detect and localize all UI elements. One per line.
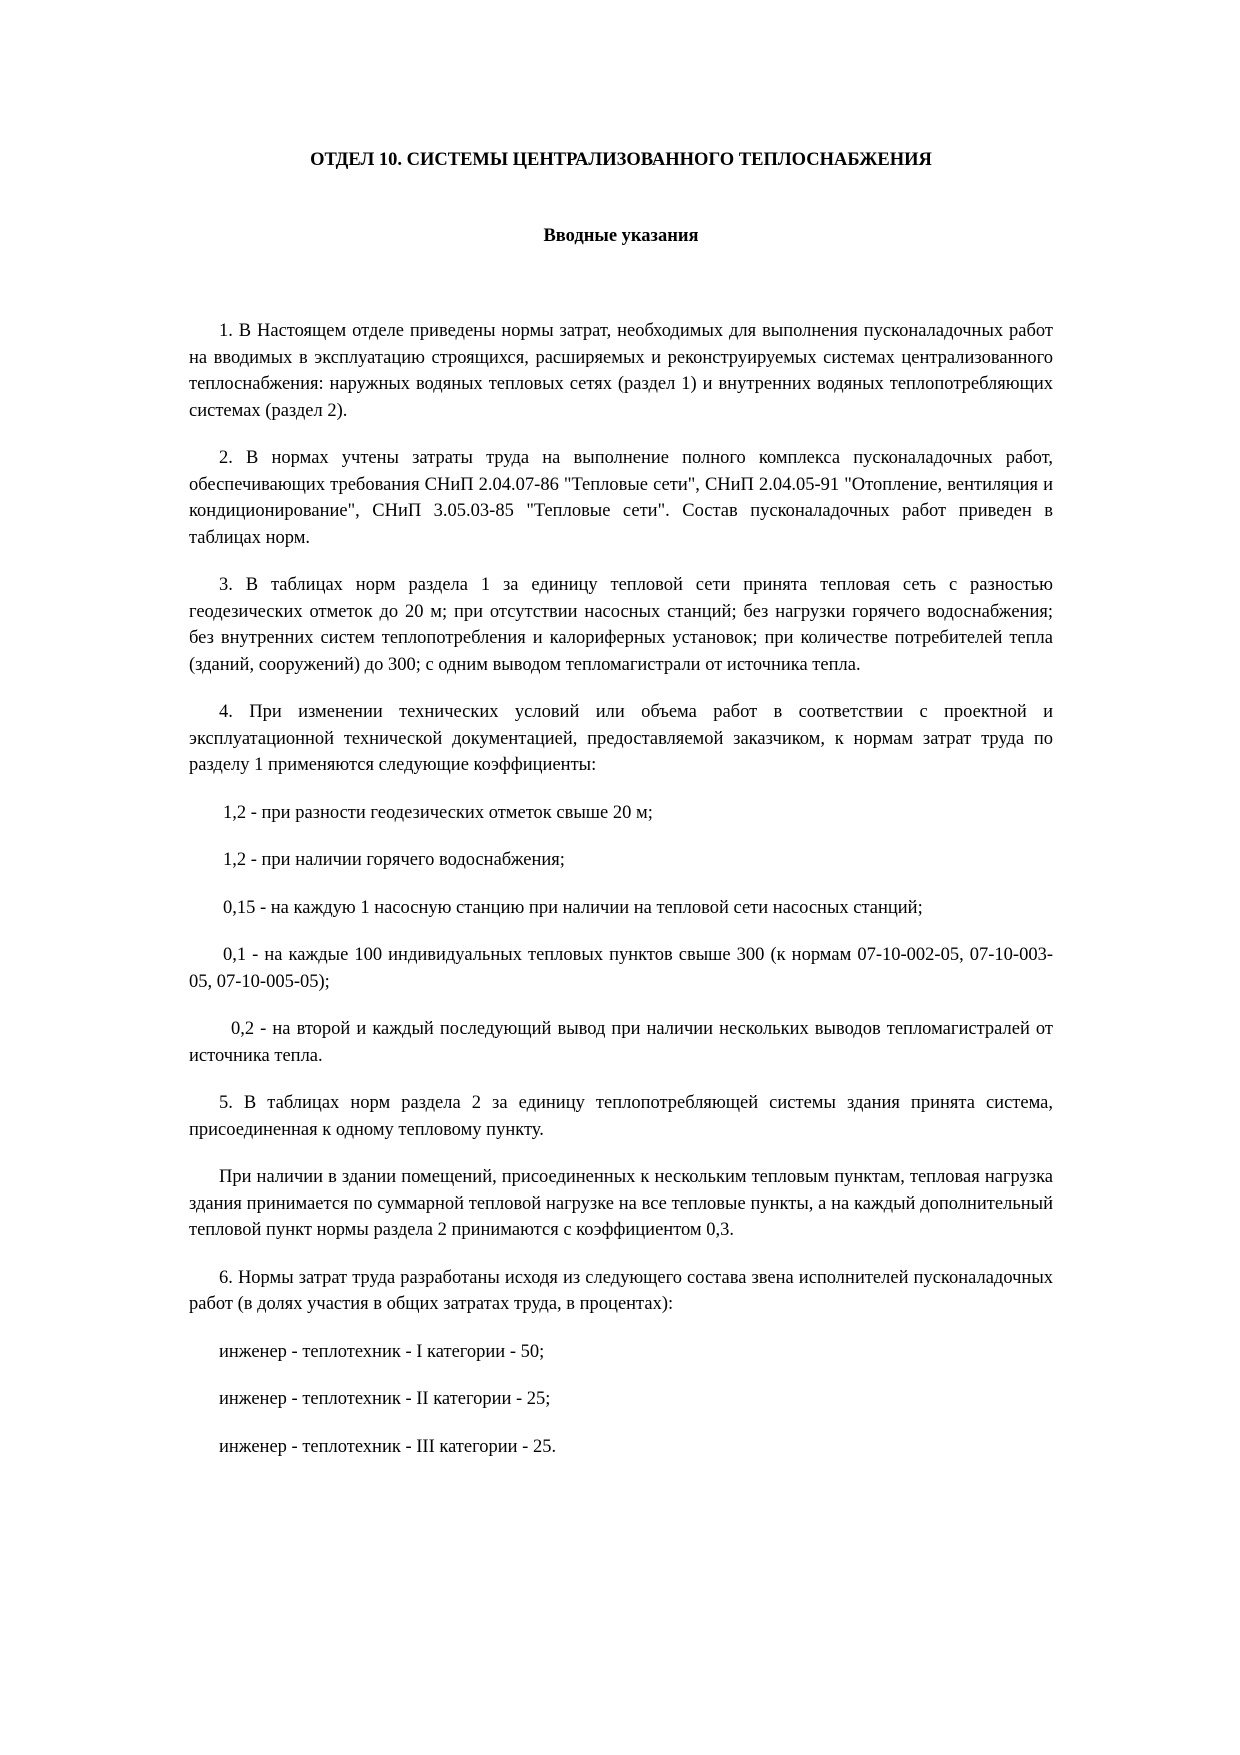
coefficient-item: 1,2 - при разности геодезических отметок свыше 20 м; [223, 802, 653, 823]
paragraph-1: 1. В Настоящем отделе приведены нормы затрат, необходимых для выполнения пусконаладочных работ на вводимых в эксплуатацию строящихся, расширяемых и реконструируемых системах централизованного теплоснабжения: наружных водяных тепловых сетях (раздел 1) и внутренних водяных теплопотребляющих системах (раздел 2). [189, 321, 1053, 421]
section-title: ОТДЕЛ 10. СИСТЕМЫ ЦЕНТРАЛИЗОВАННОГО ТЕПЛОСНАБЖЕНИЯ [310, 150, 932, 170]
paragraph-5-note: При наличии в здании помещений, присоединенных к нескольким тепловым пунктам, тепловая нагрузка здания принимается по суммарной тепловой нагрузке на все тепловые пункты, а на каждый дополнительный тепловой пункт нормы раздела 2 принимаются с коэффициентом 0,3. [189, 1167, 1053, 1240]
coefficient-item: 0,1 - на каждые 100 индивидуальных тепловых пунктов свыше 300 (к нормам 07-10-002-05, 07-10-003-05, 07-10-005-05); [189, 945, 1053, 992]
paragraph-5: 5. В таблицах норм раздела 2 за единицу теплопотребляющей системы здания принята система, присоединенная к одному тепловому пункту. [189, 1093, 1053, 1140]
staff-item: инженер - теплотехник - III категории - 25. [219, 1436, 557, 1457]
document-body [189, 318, 1053, 1481]
paragraph-6: 6. Нормы затрат труда разработаны исходя из следующего состава звена исполнителей пусконаладочных работ (в долях участия в общих затратах труда, в процентах): [189, 1267, 1053, 1314]
staff-item: инженер - теплотехник - II категории - 25; [219, 1389, 551, 1409]
section-subtitle: Вводные указания [543, 226, 699, 246]
coefficient-item: 1,2 - при наличии горячего водоснабжения; [223, 850, 565, 870]
paragraph-4: 4. При изменении технических условий или объема работ в соответствии с проектной и эксплуатационной технической документацией, предоставляемой заказчиком, к нормам затрат труда по разделу 1 применяются следующие коэффициенты: [189, 702, 1053, 775]
paragraph-3: 3. В таблицах норм раздела 1 за единицу тепловой сети принята тепловая сеть с разностью геодезических отметок до 20 м; при отсутствии насосных станций; без нагрузки горячего водоснабжения; без внутренних систем теплопотребления и калориферных установок; при количестве потребителей тепла (зданий, сооружений) до 300; с одним выводом тепломагистрали от источника тепла. [189, 575, 1053, 675]
staff-item: инженер - теплотехник - I категории - 50; [219, 1341, 545, 1362]
coefficient-item: 0,15 - на каждую 1 насосную станцию при наличии на тепловой сети насосных станций; [223, 897, 923, 918]
coefficient-item: 0,2 - на второй и каждый последующий вывод при наличии нескольких выводов тепломагистралей от источника тепла. [189, 1019, 1053, 1066]
document-page [189, 0, 1053, 1755]
paragraph-2: 2. В нормах учтены затраты труда на выполнение полного комплекса пусконаладочных работ, обеспечивающих требования СНиП 2.04.07-86 "Тепловые сети", СНиП 2.04.05-91 "Отопление, вентиляция и кондиционирование", СНиП 3.05.03-85 "Тепловые сети". Состав пусконаладочных работ приведен в таблицах норм. [189, 448, 1053, 548]
